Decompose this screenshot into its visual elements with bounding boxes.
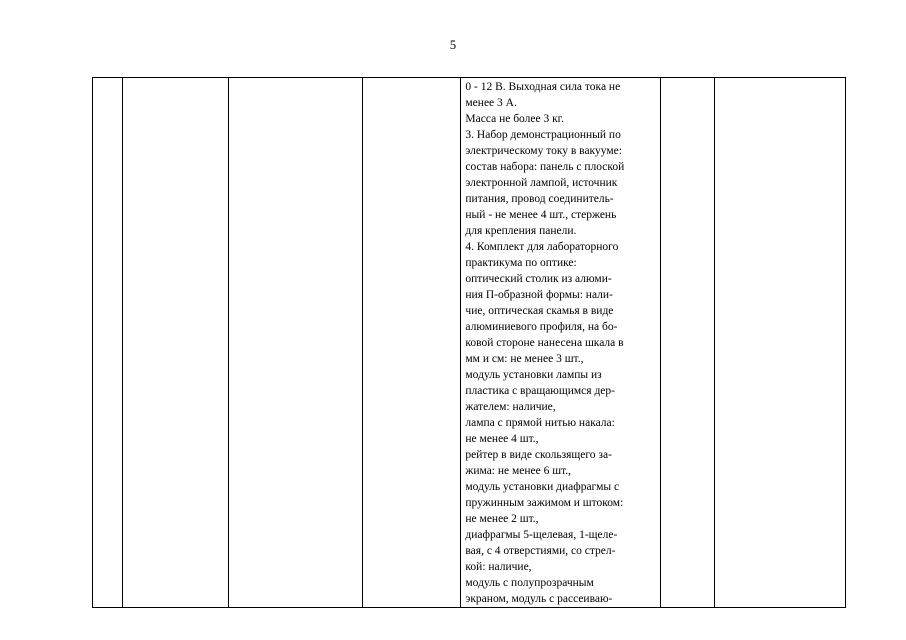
- description-line: 4. Комплект для лабораторного: [465, 241, 619, 253]
- description-line: оптический столик из алюми-: [465, 273, 612, 285]
- description-line: ния П-образной формы: нали-: [465, 289, 613, 301]
- description-line: Масса не более 3 кг.: [465, 113, 564, 125]
- description-line: экраном, модуль с рассеиваю-: [465, 593, 613, 605]
- cell-quantity: [661, 78, 714, 608]
- description-line: ный - не менее 4 шт., стержень: [465, 209, 617, 221]
- description-line: не менее 2 шт.,: [465, 513, 539, 525]
- description-line: 3. Набор демонстрационный по: [465, 129, 621, 141]
- cell-type: [362, 78, 461, 608]
- description-line: мм и см: не менее 3 шт.,: [465, 353, 584, 365]
- cell-description: [461, 78, 661, 608]
- description-line: модуль установки лампы из: [465, 369, 602, 381]
- description-line: питания, провод соединитель-: [465, 193, 614, 205]
- description-line: модуль установки диафрагмы с: [465, 481, 620, 493]
- cell-code: [229, 78, 362, 608]
- description-line: лампа с прямой нитью накала:: [465, 417, 615, 429]
- cell-number: [93, 78, 123, 608]
- description-line: чие, оптическая скамья в виде: [465, 305, 614, 317]
- description-line: пластика с вращающимся дер-: [465, 385, 615, 397]
- description-text: [461, 78, 660, 607]
- description-line: диафрагмы 5-щелевая, 1-щеле-: [465, 529, 618, 541]
- description-line: менее 3 А.: [465, 97, 517, 109]
- description-line: пружинным зажимом и штоком:: [465, 497, 624, 509]
- description-line: не менее 4 шт.,: [465, 433, 539, 445]
- description-line: электрическому току в вакууме:: [465, 145, 622, 157]
- specification-table: [92, 77, 846, 608]
- description-line: практикума по оптике:: [465, 257, 577, 269]
- description-line: ковой стороне нанесена шкала в: [465, 337, 624, 349]
- description-line: жима: не менее 6 шт.,: [465, 465, 572, 477]
- description-line: жателем: наличие,: [465, 401, 556, 413]
- description-line: модуль с полупрозрачным: [465, 577, 594, 589]
- description-line: рейтер в виде скользящего за-: [465, 449, 612, 461]
- table-row: [93, 78, 846, 608]
- cell-name: [123, 78, 229, 608]
- description-line: состав набора: панель с плоской: [465, 161, 625, 173]
- description-line: 0 - 12 В. Выходная сила тока не: [465, 81, 621, 93]
- description-line: электронной лампой, источник: [465, 177, 618, 189]
- description-line: вая, с 4 отверстиями, со стрел-: [465, 545, 616, 557]
- description-line: алюминиевого профиля, на бо-: [465, 321, 618, 333]
- cell-notes: [714, 78, 845, 608]
- page-number: 5: [449, 38, 457, 52]
- description-line: кой: наличие,: [465, 561, 532, 573]
- description-line: для крепления панели.: [465, 225, 577, 237]
